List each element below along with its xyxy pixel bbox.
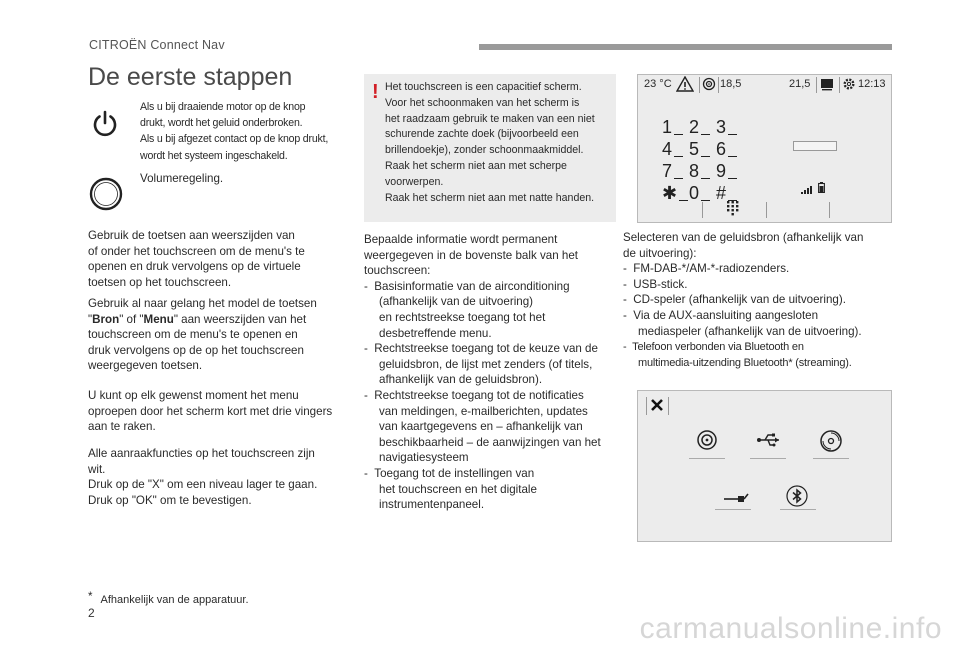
keypad-row	[662, 161, 743, 183]
keypad-key[interactable]	[689, 139, 716, 161]
keypad-key-label: 0	[689, 183, 700, 203]
keypad-key-label: 1	[662, 117, 673, 137]
keypad-key-label: 5	[689, 139, 700, 159]
radio-status-icon[interactable]	[702, 77, 716, 96]
keypad	[662, 117, 743, 205]
keypad-key-label: 6	[716, 139, 727, 159]
keypad-key[interactable]	[662, 139, 689, 161]
source-underline	[813, 458, 849, 459]
keypad-key-label: 4	[662, 139, 673, 159]
source-underline	[750, 458, 786, 459]
keypad-screen	[637, 74, 892, 223]
header-bar	[479, 44, 892, 50]
power-note: Als u bij draaiende motor op de knop drukt, wordt het geluid onderbroken. Als u bij afgezet contact op de knop drukt, wordt het systeem ingeschakeld.	[140, 101, 329, 162]
volume-knob-icon	[89, 177, 123, 211]
touch-paragraph: Alle aanraakfuncties op het touchscreen zijn wit. Druk op de "X" om een niveau lager te gaan. Druk op "OK" om te bevestigen.	[88, 447, 318, 507]
footnote-mark: *	[88, 590, 93, 603]
clock: 12:13	[858, 78, 886, 90]
settings-icon[interactable]	[842, 77, 856, 96]
keypad-key-underline	[679, 200, 688, 201]
number-field[interactable]	[793, 141, 837, 151]
source-underline	[689, 458, 725, 459]
keys-paragraph: Gebruik al naar gelang het model de toetsen "Bron" of "Menu" aan weerszijden van het touchscreen om de menu's te openen en druk vervolgens op de op het touchscreen weergegeven toetsen.	[88, 297, 317, 373]
source-underline	[780, 509, 816, 510]
keypad-key-label: #	[716, 183, 727, 203]
keypad-key-underline	[728, 134, 737, 135]
temp-left[interactable]: 23 °C	[644, 78, 672, 90]
keypad-key-label: 2	[689, 117, 700, 137]
source-underline	[715, 509, 751, 510]
source-selection-text: Selecteren van de geluidsbron (afhankelijk van de uitvoering): - FM-DAB-*/AM-*-radiozenders. - USB-stick. - CD-speler (afhankelijk van de uitvoering). - Via de AUX-aansluiting aangesloten mediaspeler (afhankelijk van de uitvoering). - Telefoon verbonden via Bluetooth en multimedia-uitzending Bluetooth* (streaming).	[623, 231, 864, 370]
header-title: CITROËN Connect Nav	[89, 38, 225, 52]
notifications-icon[interactable]	[820, 78, 834, 96]
warning-icon: !	[372, 81, 379, 103]
keypad-key-underline	[728, 178, 737, 179]
footnote: * Afhankelijk van de apparatuur.	[88, 590, 249, 606]
keypad-toggle-icon[interactable]	[726, 200, 740, 221]
battery-icon	[818, 180, 825, 198]
warning-text: Het touchscreen is een capacitief scherm. Voor het schoonmaken van het scherm is het raadzaam gebruik te maken van een niet schurende zachte doek (bijvoorbeeld een brillendoekje), zonder schoonmaakmiddel. Raak het scherm niet aan met scherpe voorwerpen. Raak het scherm niet aan met natte handen.	[385, 81, 595, 204]
keypad-key[interactable]	[689, 161, 716, 183]
page-title: De eerste stappen	[88, 63, 293, 91]
keypad-key-underline	[701, 200, 710, 201]
close-icon[interactable]	[650, 398, 664, 417]
keypad-key[interactable]	[689, 117, 716, 139]
source-screen	[637, 390, 892, 542]
keypad-key[interactable]	[716, 117, 743, 139]
keypad-key-underline	[701, 134, 710, 135]
page-number: 2	[88, 606, 95, 620]
intro-paragraph: Gebruik de toetsen aan weerszijden van of onder het touchscreen om de menu's te openen en druk vervolgens op de virtuele toetsen op het touchscreen.	[88, 229, 305, 289]
keypad-key-label: 7	[662, 161, 673, 181]
keypad-key-underline	[701, 156, 710, 157]
keypad-key-label: ✱	[662, 183, 678, 203]
warning-triangle-icon[interactable]	[676, 76, 694, 97]
cd-icon[interactable]	[819, 429, 843, 458]
keypad-key-underline	[674, 134, 683, 135]
keypad-key-underline	[701, 178, 710, 179]
keypad-key-underline	[674, 156, 683, 157]
status-bar-info: Bepaalde informatie wordt permanent weergegeven in de bovenste balk van het touchscreen: - Basisinformatie van de airconditioning (afhankelijk van de uitvoering) en rechtstreekse toegang tot het desbetreffende menu. - Rechtstreekse toegang tot de keuze van de geluidsbron, de lijst met zenders (of titels, afhankelijk van de geluidsbron). - Rechtstreekse toegang tot de notificaties van meldingen, e-mailberichten, updates van kaartgegevens en – afhankelijk van beschikbaarheid – de aanwijzingen van het navigatiesysteem - Toegang tot de instellingen van het touchscreen en het digitale instrumentenpaneel.	[364, 233, 601, 512]
radio-icon[interactable]	[696, 429, 718, 456]
signal-strength-icon	[801, 181, 813, 199]
warning-box	[364, 74, 616, 222]
watermark: carmanualsonline.info	[639, 612, 942, 645]
keypad-key-underline	[674, 178, 683, 179]
aux-icon[interactable]	[723, 490, 749, 509]
keypad-key-label: 8	[689, 161, 700, 181]
keypad-key-label: 3	[716, 117, 727, 137]
keypad-key[interactable]	[716, 161, 743, 183]
keypad-key[interactable]	[662, 117, 689, 139]
power-icon	[89, 107, 121, 139]
menu-paragraph: U kunt op elk gewenst moment het menu oproepen door het scherm kort met drie vingers aan te raken.	[88, 389, 333, 434]
temp-right[interactable]: 21,5	[789, 78, 811, 90]
keypad-key-label: 9	[716, 161, 727, 181]
keypad-key[interactable]	[716, 139, 743, 161]
keypad-row	[662, 139, 743, 161]
keypad-row	[662, 117, 743, 139]
usb-icon[interactable]	[756, 431, 782, 454]
keypad-key-underline	[728, 156, 737, 157]
keypad-key[interactable]	[662, 161, 689, 183]
radio-frequency: 18,5	[720, 78, 742, 90]
keypad-key[interactable]	[662, 183, 689, 205]
volume-note: Volumeregeling.	[140, 172, 224, 185]
